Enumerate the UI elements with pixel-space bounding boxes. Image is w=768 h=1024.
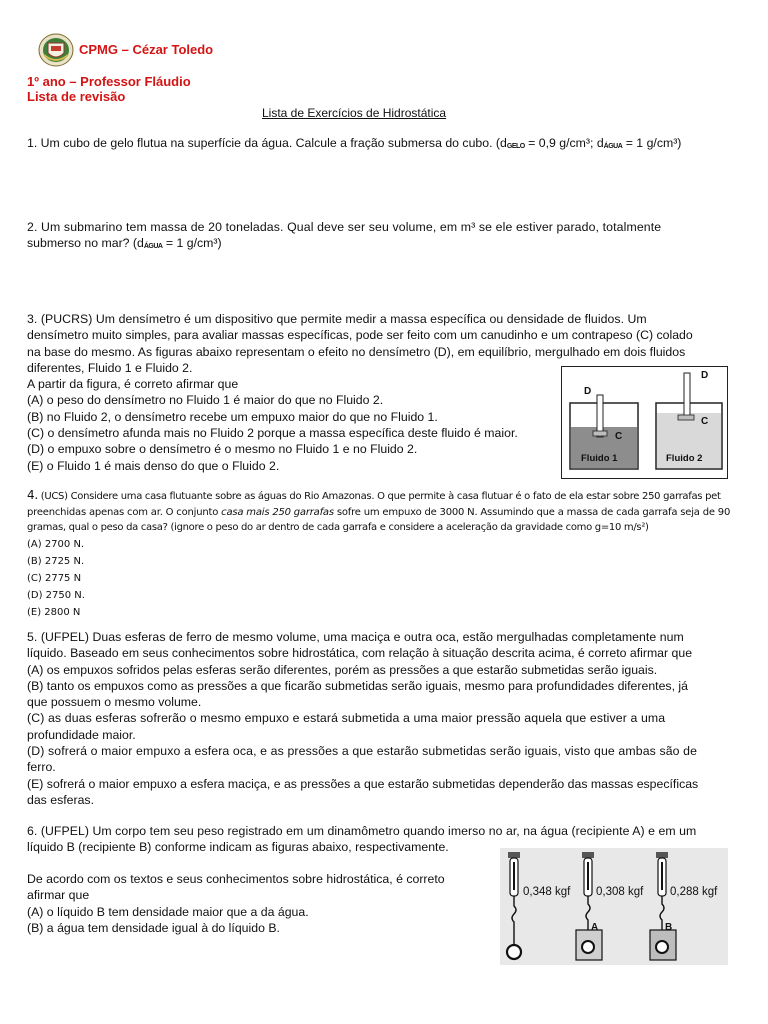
fluid-2-label: Fluido 2 (666, 453, 703, 464)
q5-line: (A) os empuxos sofridos pelas esferas serão diferentes, porém as pressões a que estarão submetidas serão iguais. (27, 662, 658, 677)
q5-line: (B) tanto os empuxos como as pressões a que ficarão submetidas serão iguais, mesmo para profundidades diferentes, já (27, 678, 688, 693)
q3-line: 3. (PUCRS) Um densímetro é um dispositivo que permite medir a massa específica ou densidade de fluidos. Um (27, 312, 647, 326)
question-2: 2. Um submarino tem massa de 20 toneladas. Qual deve ser seu volume, em m³ se ele estiver parado, totalmente submerso no mar? ($d_{ÁGUA} = 1$ g/cm³) (27, 220, 662, 251)
q5-line: (C) as duas esferas sofrerão o mesmo empuxo e estará submetida a uma maior pressão aquela que estiver a uma (27, 711, 666, 726)
question-1: 1. Um cubo de gelo flutua na superfície da água. Calcule a fração submersa do cubo. ($d_{GELO} = 0,9$ g/cm³; $d_{ÁGUA} = 1$ g/cm³) (27, 136, 682, 150)
q4-option: (A) 2700 N. (27, 538, 85, 550)
q5-line: (E) sofrerá o maior empuxo a esfera maciça, e as pressões a que estarão submetidas dependerão das massas específicas (27, 776, 699, 791)
q3-line: densímetro muito simples, para avaliar massas específicas, pode ser feito com um canudinho e um contrapeso (C) colado (27, 328, 693, 343)
q4-option: (D) 2750 N. (27, 589, 85, 601)
q5-line: das esferas. (27, 792, 94, 807)
page-title: Lista de Exercícios de Hidrostática (262, 106, 447, 120)
label-d-2: D (701, 370, 709, 381)
q5-line: líquido. Baseado em seus conhecimentos sobre hidrostática, com relação à situação descrita acima, é correto afirmar que (27, 646, 693, 661)
q3-prompt: A partir da figura, é correto afirmar que (27, 377, 239, 392)
question-5 (27, 629, 743, 808)
q3-option: (D) o empuxo sobre o densímetro é o mesmo no Fluido 1 e no Fluido 2. (27, 442, 418, 457)
densimeter-figure (561, 366, 728, 479)
q4-option: (C) 2775 N (27, 572, 82, 584)
q5-line: 5. (UFPEL) Duas esferas de ferro de mesmo volume, uma maciça e outra oca, estão mergulhadas completamente num (27, 630, 684, 644)
q3-line: diferentes, Fluido 1 e Fluido 2. (27, 360, 193, 375)
reading-liquid-b: 0,288 kgf (670, 886, 718, 898)
q3-line: na base do mesmo. As figuras abaixo representam o efeito no densímetro (D), em equilíbrio, mergulhado em dois fluidos (27, 344, 686, 359)
question-4: 4. (UCS) Considere uma casa flutuante sobre as águas do Rio Amazonas. O que permite à casa flutuar é o fato de ela estar sobre 250 garrafas pet preenchidas apenas com ar. O conjunto casa mais 250 garrafas sofre um empuxo de 3000 N. Assumindo que a massa de cada garrafa seja de 90 gramas, qual o peso da casa? (ignore o peso do ar dentro de cada garrafa e considere a aceleração da gravidade como g=10 m/s²) (A) 2700 N. (B) 2725 N. (C) 2775 N (D) 2750 N. (E) 2800 N (27, 488, 747, 621)
label-c-2: C (701, 416, 709, 427)
container-b-label: B (665, 922, 673, 933)
dynamometer-figure (500, 848, 728, 965)
q3-option: (A) o peso do densímetro no Fluido 1 é maior do que no Fluido 2. (27, 393, 384, 408)
question-6: 6. (UFPEL) Um corpo tem seu peso registrado em um dinamômetro quando imerso no ar, na água (recipiente A) e em um líquido B (recipiente B) conforme indicam as figuras abaixo, respectivamente. (27, 824, 697, 855)
label-c-1: C (615, 431, 623, 442)
label-d-1: D (584, 386, 592, 397)
q5-line: que possuem o mesmo volume. (27, 695, 202, 710)
school-logo (38, 33, 74, 67)
list-label: Lista de revisão (27, 89, 126, 104)
reading-air: 0,348 kgf (523, 886, 571, 898)
question-6-options: De acordo com os textos e seus conhecimentos sobre hidrostática, é correto afirmar que (A) o líquido B tem densidade maior que a da água. (B) a água tem densidade igual à do líquido B. (27, 872, 445, 935)
q3-option: (B) no Fluido 2, o densímetro recebe um empuxo maior do que no Fluido 1. (27, 409, 438, 424)
q5-line: (D) sofrerá o maior empuxo a esfera oca, e as pressões a que estarão submetidas serão iguais, visto que ambas são de (27, 744, 698, 759)
fluid-1-label: Fluido 1 (581, 453, 618, 464)
q4-option: (B) 2725 N. (27, 555, 85, 567)
grade-teacher: 1º ano – Professor Fláudio (27, 74, 191, 89)
q4-option: (E) 2800 N (27, 606, 81, 618)
school-name: CPMG – Cézar Toledo (79, 42, 214, 57)
reading-water: 0,308 kgf (596, 886, 644, 898)
q3-option: (C) o densímetro afunda mais no Fluido 2 porque a massa específica deste fluido é maior. (27, 426, 518, 441)
container-a-label: A (591, 922, 599, 933)
q5-line: ferro. (27, 760, 56, 775)
q3-option: (E) o Fluido 1 é mais denso do que o Fluido 2. (27, 458, 280, 473)
q5-line: profundidade maior. (27, 727, 136, 742)
